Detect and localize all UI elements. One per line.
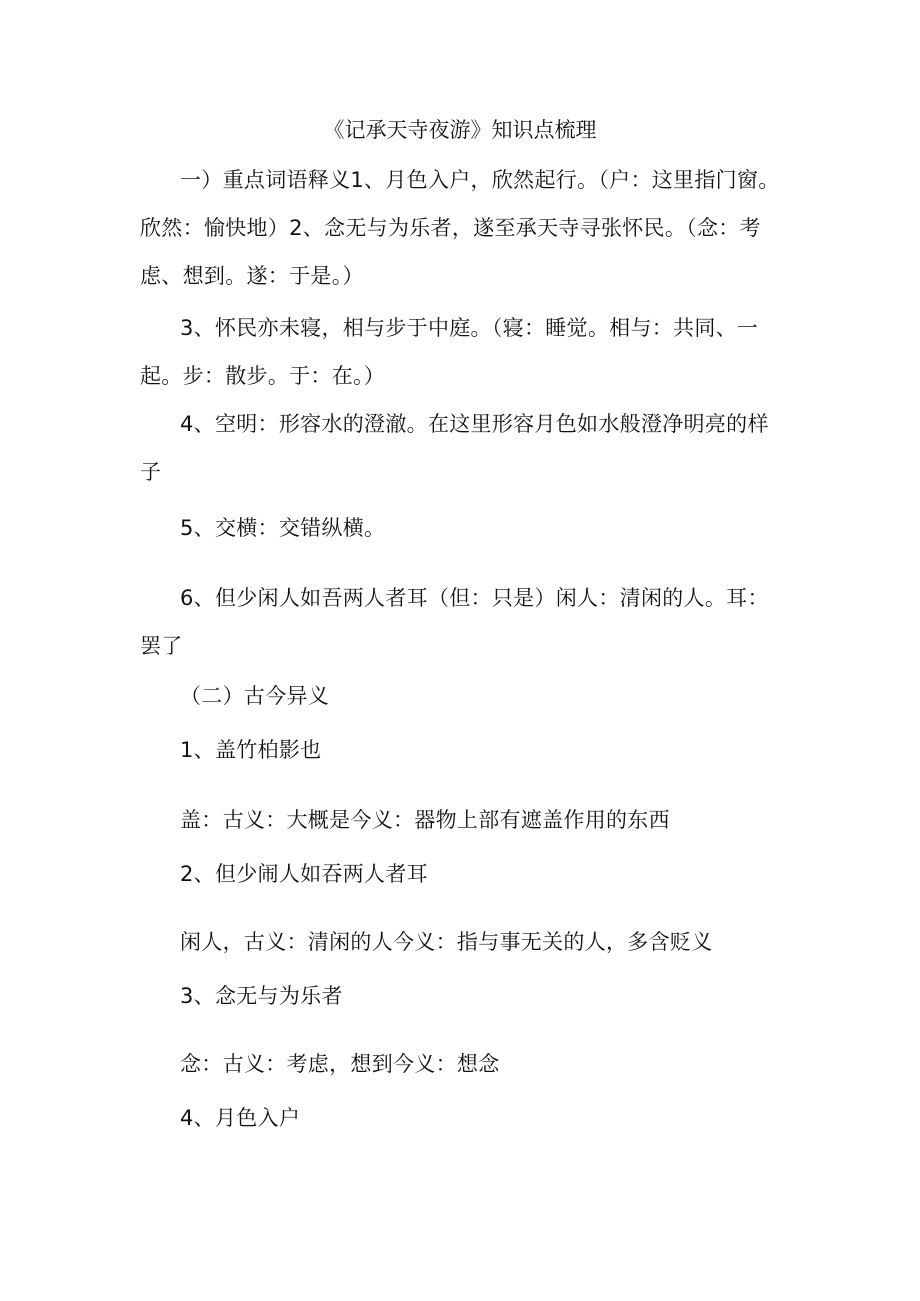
paragraph-line: 4、月色入户 <box>180 1106 301 1130</box>
paragraph-line: 3、怀民亦未寝，相与步于中庭。（寝：睡觉。相与：共同、一 <box>180 316 759 340</box>
paragraph-line: 罢了 <box>140 634 183 658</box>
paragraph-line: 子 <box>140 460 162 484</box>
section-heading: （二）古今异义 <box>180 684 330 708</box>
paragraph-line: 1、盖竹柏影也 <box>180 738 322 762</box>
paragraph-line: 一）重点词语释义1、月色入户，欣然起行。（户：这里指门窗。 <box>180 168 780 192</box>
paragraph-line: 欣然：愉快地）2、念无与为乐者，遂至承天寺寻张怀民。（念：考 <box>140 216 761 240</box>
paragraph-line: 念：古义：考虑，想到今义：想念 <box>180 1052 500 1076</box>
paragraph-line: 6、但少闲人如吾两人者耳（但：只是）闲人：清闲的人。耳： <box>180 586 769 610</box>
paragraph-line: 起。步：散步。于：在。） <box>140 364 386 388</box>
paragraph-line: 3、念无与为乐者 <box>180 984 343 1008</box>
document-title: 《记承天寺夜游》知识点梳理 <box>323 118 597 142</box>
paragraph-line: 4、空明：形容水的澄澈。在这里形容月色如水般澄净明亮的样 <box>180 412 769 436</box>
paragraph-line: 虑、想到。遂：于是。） <box>140 264 364 288</box>
paragraph-line: 闲人，古义：清闲的人今义：指与事无关的人，多含贬义 <box>180 930 713 954</box>
paragraph-line: 5、交横：交错纵横。 <box>180 516 386 540</box>
paragraph-line: 盖：古义：大概是今义：器物上部有遮盖作用的东西 <box>180 808 670 832</box>
paragraph-line: 2、但少闹人如吞两人者耳 <box>180 862 428 886</box>
